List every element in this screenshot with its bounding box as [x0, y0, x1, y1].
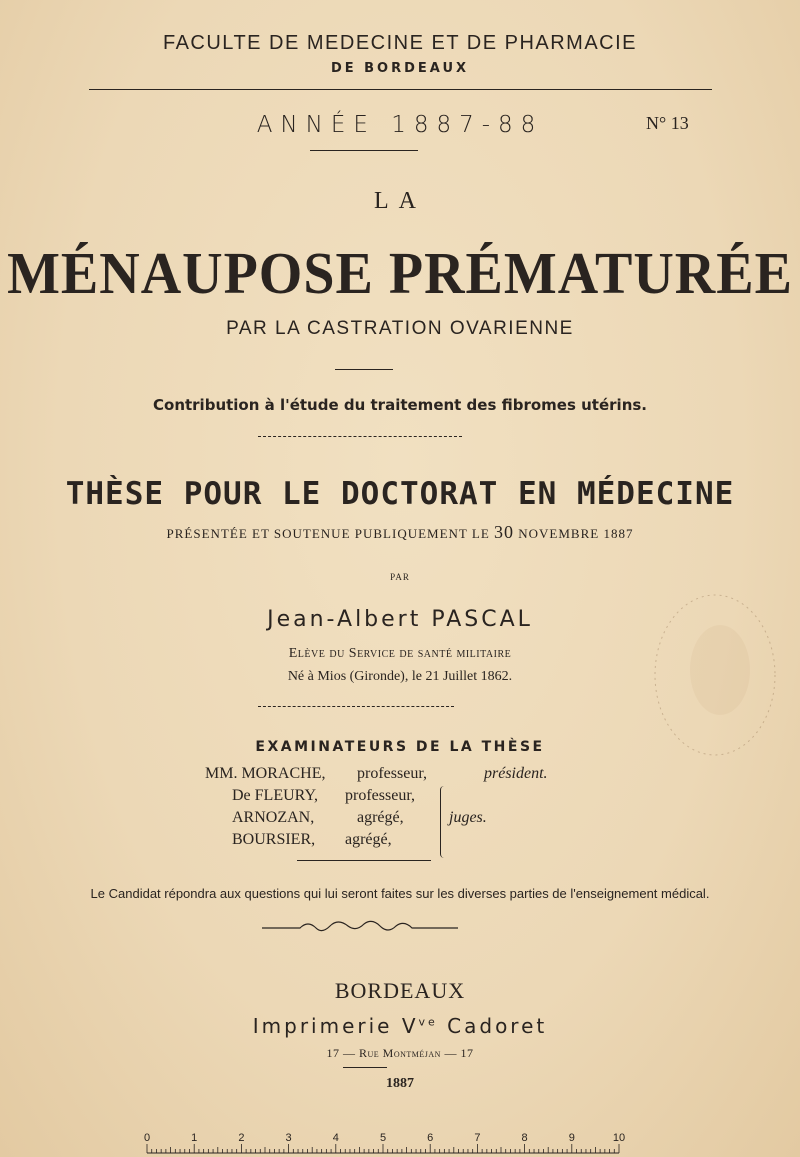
ruler-label: 3: [285, 1132, 292, 1144]
printer-prefix: Imprimerie V: [252, 1014, 419, 1038]
presentation-prefix: PRÉSENTÉE ET SOUTENUE PUBLIQUEMENT LE: [166, 526, 490, 541]
thesis-heading: THÈSE POUR LE DOCTORAT EN MÉDECINE: [65, 476, 735, 512]
juges-brace: [440, 786, 447, 858]
divider-short: [310, 150, 418, 151]
divider-dashed: [258, 706, 454, 707]
ruler-label: 2: [238, 1132, 245, 1144]
ruler-label: 5: [379, 1132, 387, 1144]
examiner-name: BOURSIER,: [232, 831, 316, 848]
presentation-suffix: NOVEMBRE 1887: [518, 526, 634, 541]
divider-dashed: [258, 436, 462, 437]
ruler-label: 8: [521, 1132, 528, 1144]
contribution-line: Contribution à l'étude du traitement des fibromes utérins.: [153, 396, 647, 414]
examiner-name: De FLEURY,: [232, 787, 318, 804]
imprint-address: 17 — Rue Montméjan — 17: [326, 1046, 474, 1060]
presentation-day: 30: [494, 522, 515, 542]
ruler-label: 7: [474, 1132, 481, 1144]
examiner-role: président.: [484, 765, 548, 782]
author-name: Jean-Albert PASCAL: [267, 607, 533, 632]
examiner-title: agrégé,: [345, 831, 392, 848]
ruler-label: 0: [143, 1132, 151, 1144]
examiner-title: agrégé,: [357, 809, 404, 826]
presentation-line: [0, 522, 800, 543]
foxing-stain: [640, 580, 790, 780]
printer-sup: ve: [418, 1015, 438, 1029]
faculty-city: DE BORDEAUX: [330, 61, 470, 76]
ruler-label: 9: [568, 1132, 575, 1144]
divider-short: [343, 1067, 387, 1068]
examiner-role: juges.: [449, 809, 487, 826]
imprint-city: BORDEAUX: [334, 978, 466, 1003]
ruler-label: 4: [332, 1132, 339, 1144]
candidate-notice: Le Candidat répondra aux questions qui lui seront faites sur les diverses parties de l'enseignement médical.: [90, 886, 710, 901]
examiner-name: ARNOZAN,: [232, 809, 315, 826]
ornament-flourish: [260, 916, 460, 936]
printer-suffix: Cadoret: [437, 1014, 548, 1038]
academic-year: ANNÉE 1887-88: [256, 112, 544, 138]
examiner-title: professeur,: [345, 787, 415, 804]
thesis-number: N° 13: [646, 113, 689, 133]
author-role: Elève du Service de santé militaire: [288, 646, 512, 661]
divider-short: [297, 860, 431, 861]
imprint-year: 1887: [386, 1076, 414, 1091]
par-label: PAR: [390, 572, 410, 582]
faculty-name: FACULTE DE MEDECINE ET DE PHARMACIE: [162, 32, 638, 54]
main-title: MÉNAUPOSE PRÉMATURÉE: [7, 241, 793, 307]
header-divider: [89, 89, 712, 90]
ruler-label: 10: [612, 1132, 625, 1144]
scale-ruler: [141, 1132, 625, 1154]
examiner-name: MM. MORACHE,: [205, 765, 326, 782]
examiner-title: professeur,: [357, 765, 427, 782]
ruler-label: 1: [191, 1132, 198, 1144]
ruler-ticks: [147, 1144, 619, 1153]
ruler-labels: [144, 1132, 625, 1144]
examiners-heading: EXAMINATEURS DE LA THÈSE: [255, 739, 545, 755]
ruler-label: 6: [427, 1132, 434, 1144]
subtitle: PAR LA CASTRATION OVARIENNE: [226, 318, 574, 339]
imprint-printer: [0, 1014, 800, 1038]
divider-short: [335, 369, 393, 370]
title-article: LA: [374, 188, 426, 214]
author-birth: Né à Mios (Gironde), le 21 Juillet 1862.: [287, 669, 513, 684]
